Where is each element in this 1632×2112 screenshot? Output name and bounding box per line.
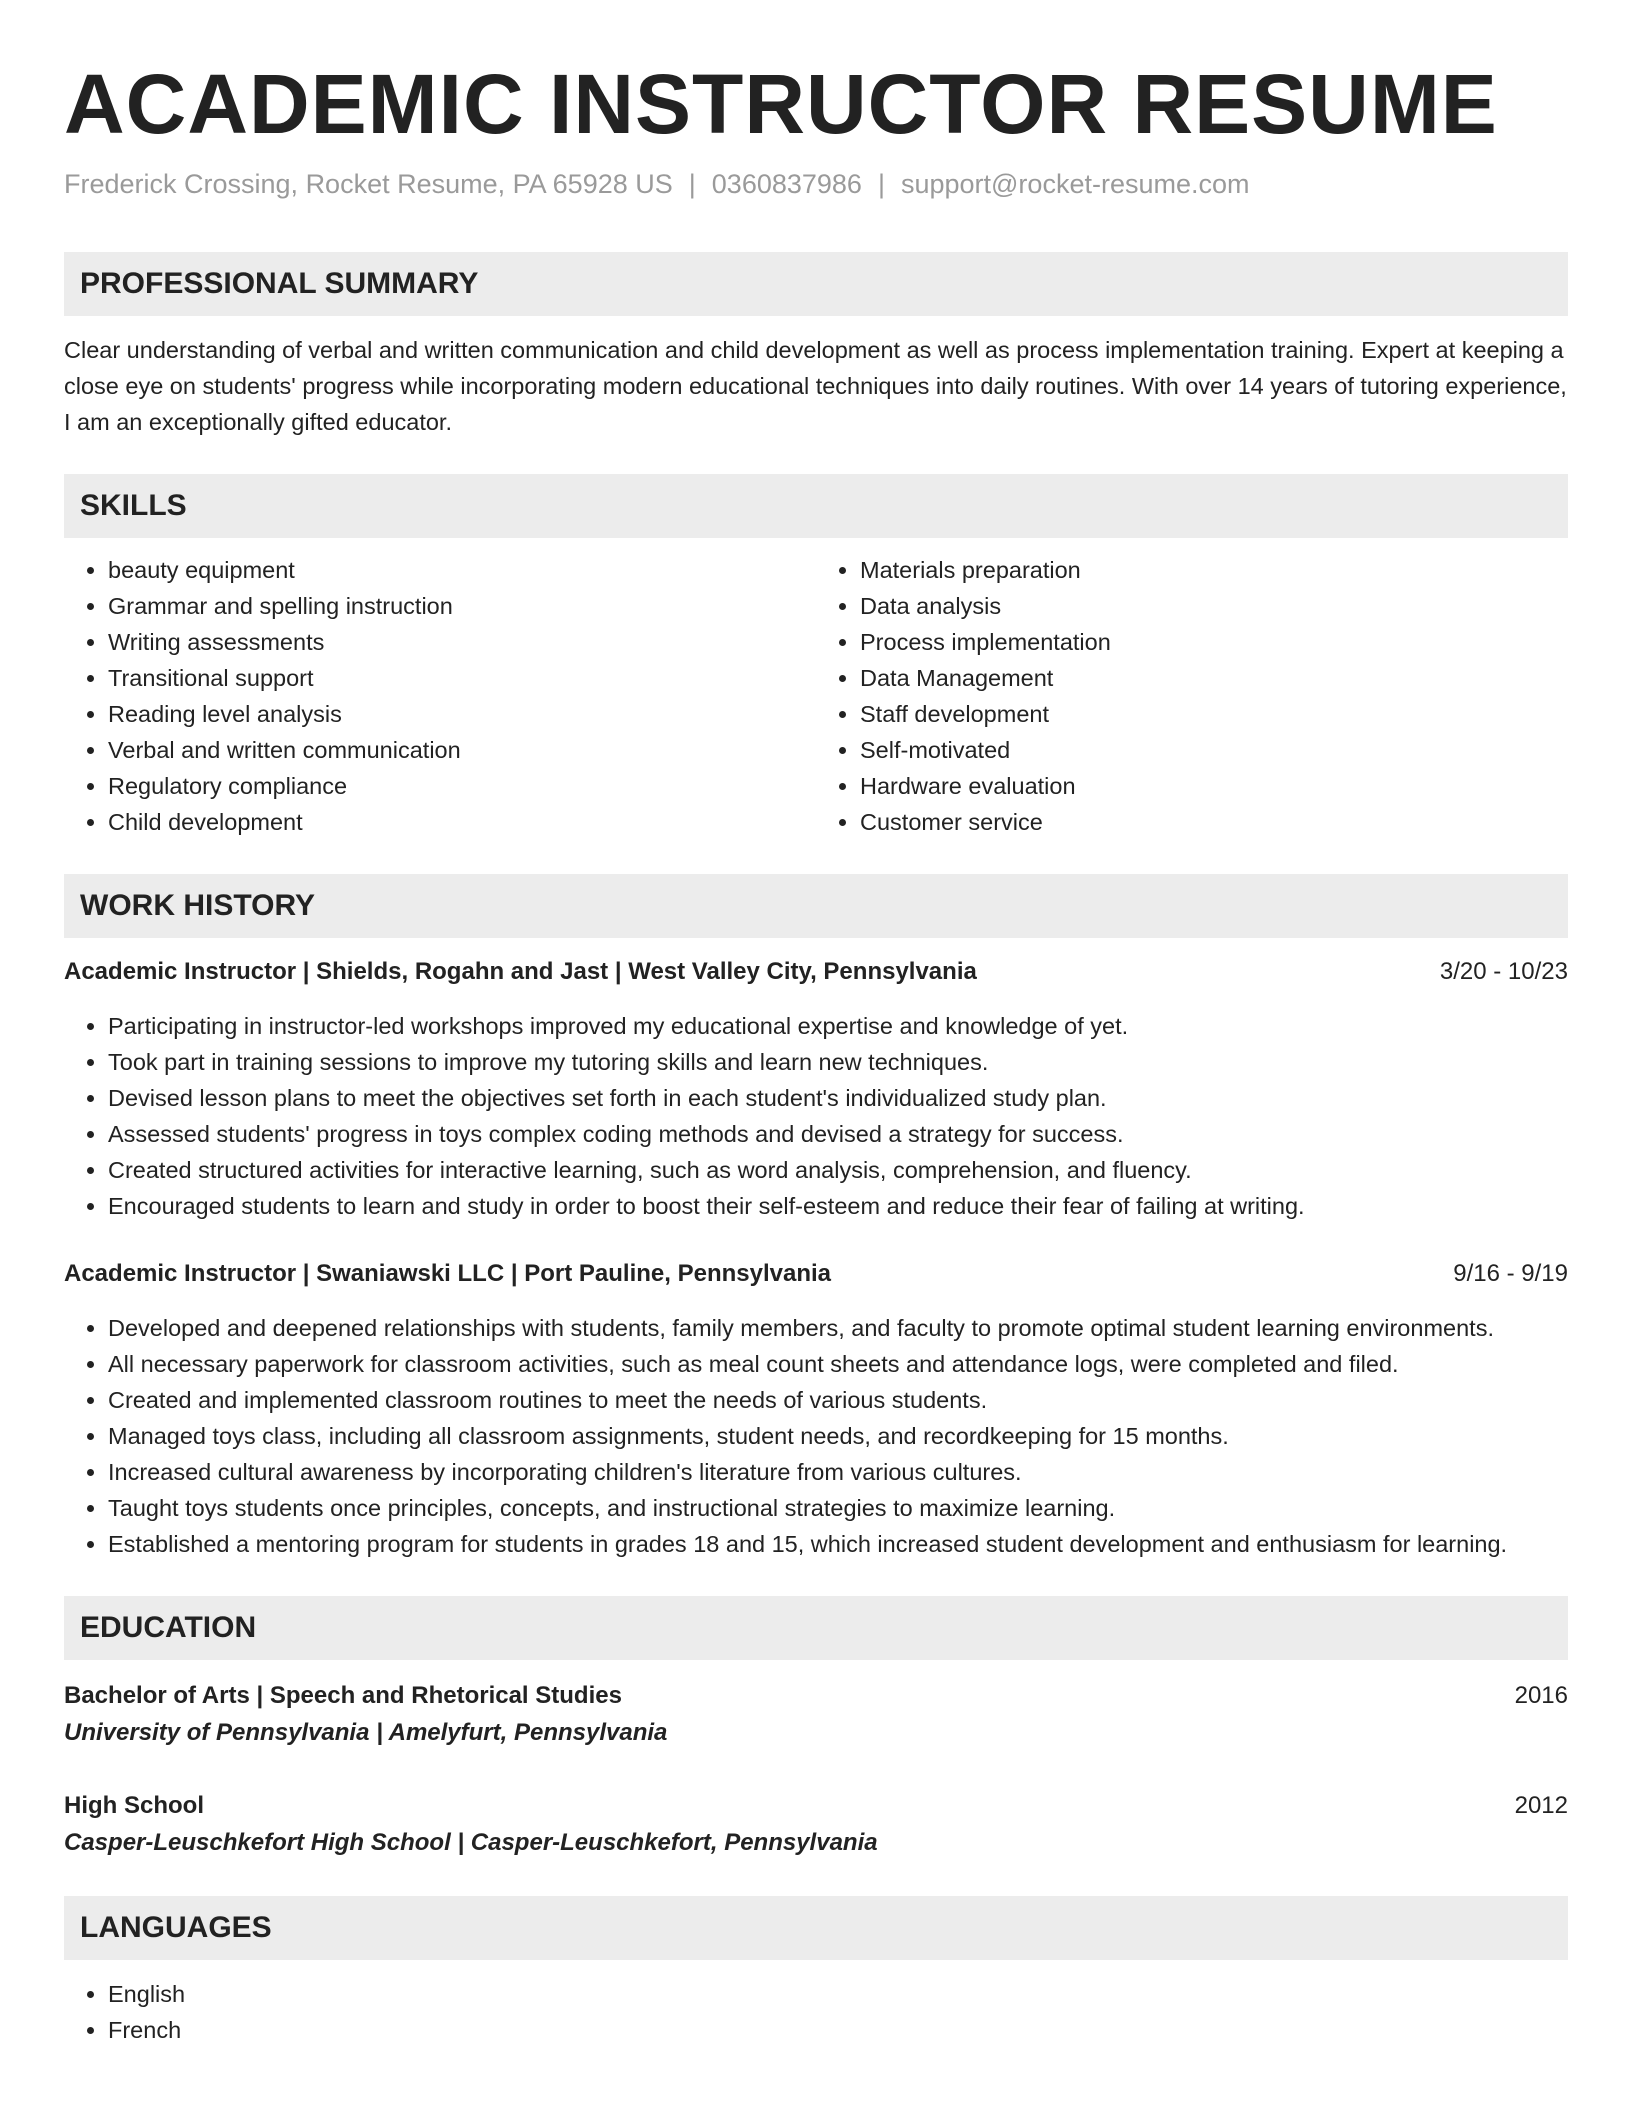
summary-text: Clear understanding of verbal and written communication and child development as well as process implementation training. Expert at keeping a close eye on students' progress while incorporating modern educational techniques into daily routines. With over 14 years of tutoring experience, I am an exceptionally gifted educator. (64, 337, 1567, 435)
job-bullets (64, 1310, 1568, 1562)
skills-list (64, 552, 1568, 840)
skill-item: • Verbal and written communication (108, 732, 816, 768)
education-entry (64, 1678, 1568, 1752)
contact-email: support@rocket-resume.com (900, 169, 1250, 199)
job-bullet: • Devised lesson plans to meet the objectives set forth in each student's individualized study plan. (108, 1080, 1568, 1116)
skills-column-right (816, 552, 1568, 840)
education-header (64, 1788, 1568, 1824)
job-bullet: • All necessary paperwork for classroom activities, such as meal count sheets and attendance logs, were completed and filed. (108, 1346, 1568, 1382)
section-header-languages: LANGUAGES (64, 1896, 1568, 1960)
job-date: 9/16 - 9/19 (1453, 1260, 1568, 1287)
skill-item: • beauty equipment (108, 552, 816, 588)
job-bullet: • Increased cultural awareness by incorporating children's literature from various cultures. (108, 1454, 1568, 1490)
contact-phone: 0360837986 (711, 169, 862, 199)
job-title: Academic Instructor | Swaniawski LLC | Port Pauline, Pennsylvania (64, 1260, 831, 1287)
education-school: University of Pennsylvania | Amelyfurt, Pennsylvania (64, 1719, 668, 1746)
skill-item: • Child development (108, 804, 816, 840)
job-bullet: • Encouraged students to learn and study in order to boost their self-esteem and reduce their fear of failing at writing. (108, 1188, 1568, 1224)
skill-item: • Staff development (860, 696, 1568, 732)
section-header-summary: PROFESSIONAL SUMMARY (64, 252, 1568, 316)
skill-item: • Process implementation (860, 624, 1568, 660)
job-title: Academic Instructor | Shields, Rogahn and Jast | West Valley City, Pennsylvania (64, 958, 977, 985)
skill-item: • Materials preparation (860, 552, 1568, 588)
job-header (64, 954, 1568, 990)
job-entry (64, 1256, 1568, 1562)
job-bullet: • Created structured activities for interactive learning, such as word analysis, comprehension, and fluency. (108, 1152, 1568, 1188)
contact-line (64, 164, 1568, 204)
languages-list (64, 1976, 1568, 2048)
skills-column-left (64, 552, 816, 840)
skill-item: • Data Management (860, 660, 1568, 696)
job-entry (64, 954, 1568, 1224)
language-item: • English (108, 1976, 1568, 2012)
education-degree: High School (64, 1792, 204, 1819)
skill-item: • Data analysis (860, 588, 1568, 624)
job-bullet: • Taught toys students once principles, concepts, and instructional strategies to maximize learning. (108, 1490, 1568, 1526)
section-header-work-history: WORK HISTORY (64, 874, 1568, 938)
job-date: 3/20 - 10/23 (1439, 958, 1568, 985)
education-year: 2012 (1514, 1792, 1568, 1819)
education-entry (64, 1788, 1568, 1862)
skill-item: • Hardware evaluation (860, 768, 1568, 804)
job-bullet: • Took part in training sessions to improve my tutoring skills and learn new techniques. (108, 1044, 1568, 1080)
job-bullet: • Established a mentoring program for students in grades 18 and 15, which increased student development and enthusiasm for learning. (108, 1526, 1568, 1562)
skill-item: • Writing assessments (108, 624, 816, 660)
skill-item: • Transitional support (108, 660, 816, 696)
section-header-education: EDUCATION (64, 1596, 1568, 1660)
contact-separator: | (877, 169, 885, 199)
job-bullet: • Participating in instructor-led workshops improved my educational expertise and knowledge of yet. (108, 1008, 1568, 1044)
contact-address: Frederick Crossing, Rocket Resume, PA 65928 US (64, 169, 673, 199)
skill-item: • Reading level analysis (108, 696, 816, 732)
section-header-skills: SKILLS (64, 474, 1568, 538)
job-header (64, 1256, 1568, 1292)
education-degree: Bachelor of Arts | Speech and Rhetorical Studies (64, 1682, 622, 1709)
skill-item: • Regulatory compliance (108, 768, 816, 804)
skill-item: • Self-motivated (860, 732, 1568, 768)
education-school: Casper-Leuschkefort High School | Casper-Leuschkefort, Pennsylvania (64, 1829, 878, 1856)
skill-item: • Grammar and spelling instruction (108, 588, 816, 624)
job-bullet: • Assessed students' progress in toys complex coding methods and devised a strategy for success. (108, 1116, 1568, 1152)
skill-item: • Customer service (860, 804, 1568, 840)
education-year: 2016 (1514, 1682, 1568, 1709)
education-header (64, 1678, 1568, 1714)
resume-title: ACADEMIC INSTRUCTOR RESUME (64, 57, 1498, 151)
job-bullet: • Created and implemented classroom routines to meet the needs of various students. (108, 1382, 1568, 1418)
contact-separator: | (688, 169, 696, 199)
job-bullets (64, 1008, 1568, 1224)
job-bullet: • Developed and deepened relationships with students, family members, and faculty to promote optimal student learning environments. (108, 1310, 1568, 1346)
language-item: • French (108, 2012, 1568, 2048)
job-bullet: • Managed toys class, including all classroom assignments, student needs, and recordkeeping for 15 months. (108, 1418, 1568, 1454)
